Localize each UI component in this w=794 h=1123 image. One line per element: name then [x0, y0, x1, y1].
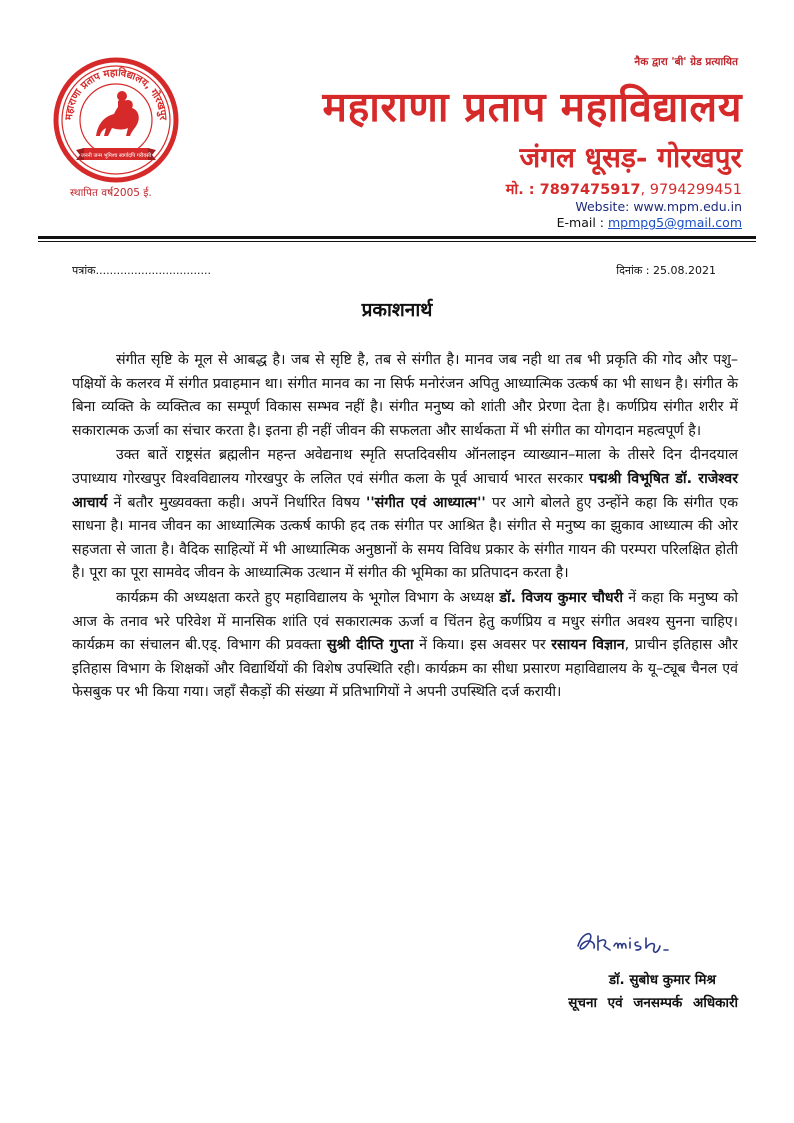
- email-link[interactable]: mpmpg5@gmail.com: [608, 215, 742, 230]
- reference-number: पत्रांक.................................: [72, 264, 212, 277]
- letter-body: [72, 349, 738, 706]
- phone-label: मो. :: [505, 182, 540, 198]
- college-logo: [52, 56, 180, 184]
- signatory-name: डॉ. सुबोध कुमार मिश्र: [608, 972, 716, 988]
- lecture-topic: ''संगीत एवं आध्यात्म'': [366, 494, 486, 511]
- document-heading: प्रकाशनार्थ: [361, 299, 433, 321]
- phone-number-1[interactable]: 7897475917: [539, 182, 641, 198]
- horse-rider-emblem: [96, 91, 139, 136]
- established-year: स्थापित वर्ष2005 ई.: [70, 187, 152, 199]
- letter-date: दिनांक : 25.08.2021: [616, 264, 716, 277]
- svg-text:जननी जन्म भूमिश्च स्वर्गादपि ग: जननी जन्म भूमिश्च स्वर्गादपि गरीयसी: [80, 153, 152, 159]
- contact-phone: [506, 179, 742, 199]
- website-text[interactable]: Website: www.mpm.edu.in: [575, 199, 742, 214]
- svg-text:महाराणा प्रताप महाविद्यालय, गो: महाराणा प्रताप महाविद्यालय, गोरखपुर: [63, 67, 169, 121]
- header-divider-thin: [38, 241, 756, 242]
- naac-accreditation-note: नैक द्वारा 'बी' ग्रेड प्रत्यायित: [634, 56, 738, 68]
- contact-email: [557, 215, 742, 230]
- phone-separator: ,: [640, 182, 650, 198]
- department-name: रसायन विज्ञान: [551, 637, 625, 654]
- college-name: महाराणा प्रताप महाविद्यालय: [322, 83, 742, 131]
- paragraph-3: कार्यक्रम की अध्यक्षता करते हुए महाविद्यालय के भूगोल विभाग के अध्यक्ष डॉ. विजय कुमार चौधरी नें कहा कि मनुष्य को आज के तनाव भरे परिवेश में मानसिक शांति एवं सकारात्मक ऊर्जा व चिंतन हेतु कर्णप्रिय व मधुर संगीत अवश्य सुनना चाहिए। कार्यक्रम का संचालन बी.एड्. विभाग की प्रवक्ता सुश्री दीप्ति गुप्ता नें किया। इस अवसर पर रसायन विज्ञान, प्राचीन इतिहास और इतिहास विभाग के शिक्षकों और विद्यार्थियों की विशेष उपस्थिति रही। कार्यक्रम का सीधा प्रसारण महाविद्यालय के यू–ट्यूब चैनल एवं फेसबुक पर भी किया गया। जहाँ सैकड़ों की संख्या में प्रतिभागियों ने अपनी उपस्थिति दर्ज करायी।: [72, 589, 738, 701]
- phone-number-2[interactable]: 9794299451: [649, 182, 742, 198]
- signatory-designation: सूचना एवं जनसम्पर्क अधिकारी: [568, 995, 738, 1011]
- anchor-name: सुश्री दीप्ति गुप्ता: [326, 637, 414, 654]
- paragraph-2: उक्त बातें राष्ट्रसंत ब्रह्मलीन महन्त अवेद्यनाथ स्मृति सप्तदिवसीय ऑनलाइन व्याख्यान–माला के तीसरे दिन दीनदयाल उपाध्याय गोरखपुर विश्वविद्यालय गोरखपुर के ललित एवं संगीत कला के पूर्व आचार्य भारत सरकार पद्मश्री विभूषित डॉ. राजेश्वर आचार्य नें बतौर मुख्यवक्ता कही। अपनें निर्धारित विषय ''संगीत एवं आध्यात्म'' पर आगे बोलते हुए उन्होंने कहा कि संगीत एक साधना है। मानव जीवन का आध्यात्मिक उत्कर्ष काफी हद तक संगीत पर आश्रित है। संगीत से मनुष्य का झुकाव आध्यात्म की ओर सहजता से जाता है। वैदिक साहित्यों में भी आध्यात्मिक अनुष्ठानों के समय विविध प्रकार के संगीत गायन की परम्परा परिलक्षित होती है। पूरा का पूरा सामवेद जीवन के आध्यात्मिक उत्थान में संगीत की भूमिका का प्रतिपादन करता है।: [72, 447, 738, 582]
- college-location: जंगल धूसड़- गोरखपुर: [519, 141, 742, 174]
- paragraph-1: संगीत सृष्टि के मूल से आबद्ध है। जब से सृष्टि है, तब से संगीत है। मानव जब नही था तब भी प्रकृति की गोद और पशु–पक्षियों के कलरव में संगीत प्रवाहमान था। संगीत मानव का ना सिर्फ मनोरंजन अपितु आध्यात्मिक उत्कर्ष का भी साधन है। संगीत के बिना व्यक्ति के व्यक्तित्व का सम्पूर्ण विकास सम्भव नहीं है। संगीत मनुष्य को शांती और प्रेरणा देता है। कर्णप्रिय संगीत शरीर में सकारात्मक ऊर्जा का संचार करता है। इतना ही नहीं जीवन की सफलता और सार्थकता में भी संगीत का योगदान महत्वपूर्ण है।: [72, 352, 738, 439]
- header-divider-thick: [38, 236, 756, 239]
- handwritten-signature: [572, 924, 682, 960]
- guest-speaker-name: पद्मश्री विभूषित डॉ. राजेश्वर आचार्य: [72, 470, 738, 511]
- email-label: E-mail :: [556, 215, 608, 230]
- chairperson-name: डॉ. विजय कुमार चौधरी: [499, 589, 624, 606]
